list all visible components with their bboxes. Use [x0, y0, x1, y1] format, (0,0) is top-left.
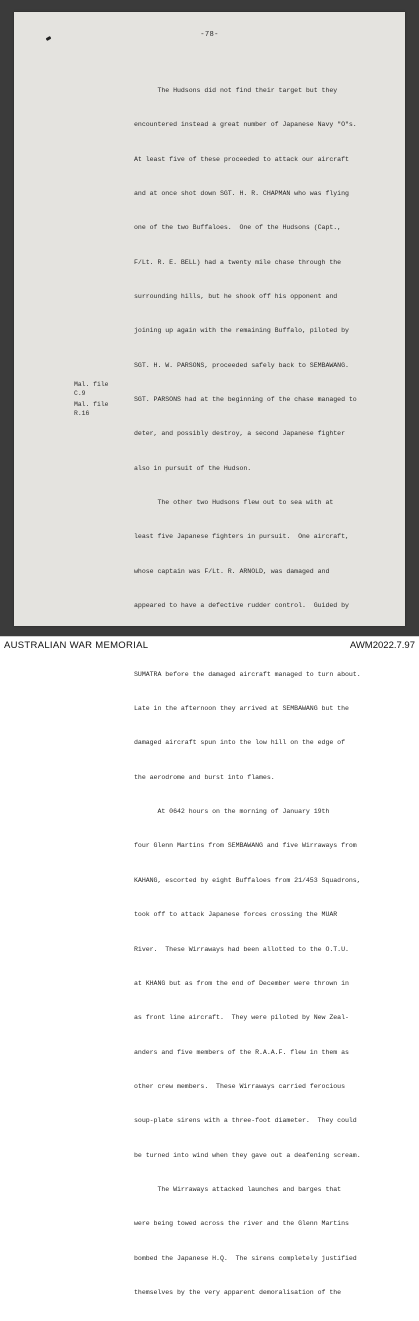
archive-footer	[0, 636, 419, 654]
text-line: The Hudsons did not find their target but they	[134, 86, 338, 94]
text-line: four Glenn Martins from SEMBAWANG and five Wirraways from	[134, 842, 357, 850]
margin-note-file-reference: Mal. file C.9	[74, 381, 109, 397]
text-line: be turned into wind when they gave out a deafening scream.	[134, 1151, 361, 1159]
text-line: The other two Hudsons flew out to sea with at	[134, 499, 334, 507]
text-line: soup-plate sirens with a three-foot diameter. They could	[134, 1117, 357, 1125]
text-line: encountered instead a great number of Japanese Navy "O"s.	[134, 121, 357, 129]
document-body	[134, 62, 404, 1321]
text-line: the aerodrome and burst into flames.	[134, 773, 275, 781]
text-line: SUMATRA before the damaged aircraft managed to turn about.	[134, 670, 361, 678]
text-line: deter, and possibly destroy, a second Japanese fighter	[134, 430, 345, 438]
text-line: Late in the afternoon they arrived at SEMBAWANG but the	[134, 705, 349, 713]
archive-reference: AWM2022.7.97	[349, 640, 415, 651]
text-line: SGT. H. W. PARSONS, proceeded safely back to SEMBAWANG.	[134, 361, 349, 369]
text-line: at KHANG but as from the end of December were thrown in	[134, 979, 349, 987]
text-line: The Wirraways attacked launches and barges that	[134, 1185, 342, 1193]
text-line: as front line aircraft. They were piloted by New Zeal-	[134, 1014, 349, 1022]
page-number: -78-	[200, 31, 219, 39]
text-line: River. These Wirraways had been allotted to the O.T.U.	[134, 945, 349, 953]
text-line: bombed the Japanese H.Q. The sirens completely justified	[134, 1254, 357, 1262]
text-line: At least five of these proceeded to attack our aircraft	[134, 155, 349, 163]
text-line: joining up again with the remaining Buffalo, piloted by	[134, 327, 349, 335]
text-line: KAHANG, escorted by eight Buffaloes from 21/453 Squadrons,	[134, 876, 361, 884]
text-line: and at once shot down SGT. H. R. CHAPMAN who was flying	[134, 189, 349, 197]
text-line: also in pursuit of the Hudson.	[134, 464, 252, 472]
text-line: At 0642 hours on the morning of January 19th	[134, 808, 330, 816]
text-line: damaged aircraft spun into the low hill on the edge of	[134, 739, 345, 747]
text-line: whose captain was F/Lt. R. ARNOLD, was damaged and	[134, 567, 330, 575]
text-line: surrounding hills, but he shook off his opponent and	[134, 292, 338, 300]
text-line: took off to attack Japanese forces crossing the MUAR	[134, 911, 338, 919]
text-line: least five Japanese fighters in pursuit. One aircraft,	[134, 533, 349, 541]
text-line: F/Lt. R. E. BELL) had a twenty mile chase through the	[134, 258, 342, 266]
archive-name: AUSTRALIAN WAR MEMORIAL	[4, 640, 149, 651]
text-line: SGT. PARSONS had at the beginning of the chase managed to	[134, 396, 357, 403]
text-line: anders and five members of the R.A.A.F. flew in them as	[134, 1048, 349, 1056]
text-line: other crew members. These Wirraways carried ferocious	[134, 1082, 345, 1090]
text-line: appeared to have a defective rudder control. Guided by	[134, 602, 349, 610]
text-line: one of the two Buffaloes. One of the Hudsons (Capt.,	[134, 224, 342, 232]
text-line: were being towed across the river and the Glenn Martins	[134, 1220, 349, 1228]
text-line: themselves by the very apparent demoralisation of the	[134, 1288, 342, 1296]
margin-note-file-reference: Mal. file R.16	[74, 401, 109, 417]
